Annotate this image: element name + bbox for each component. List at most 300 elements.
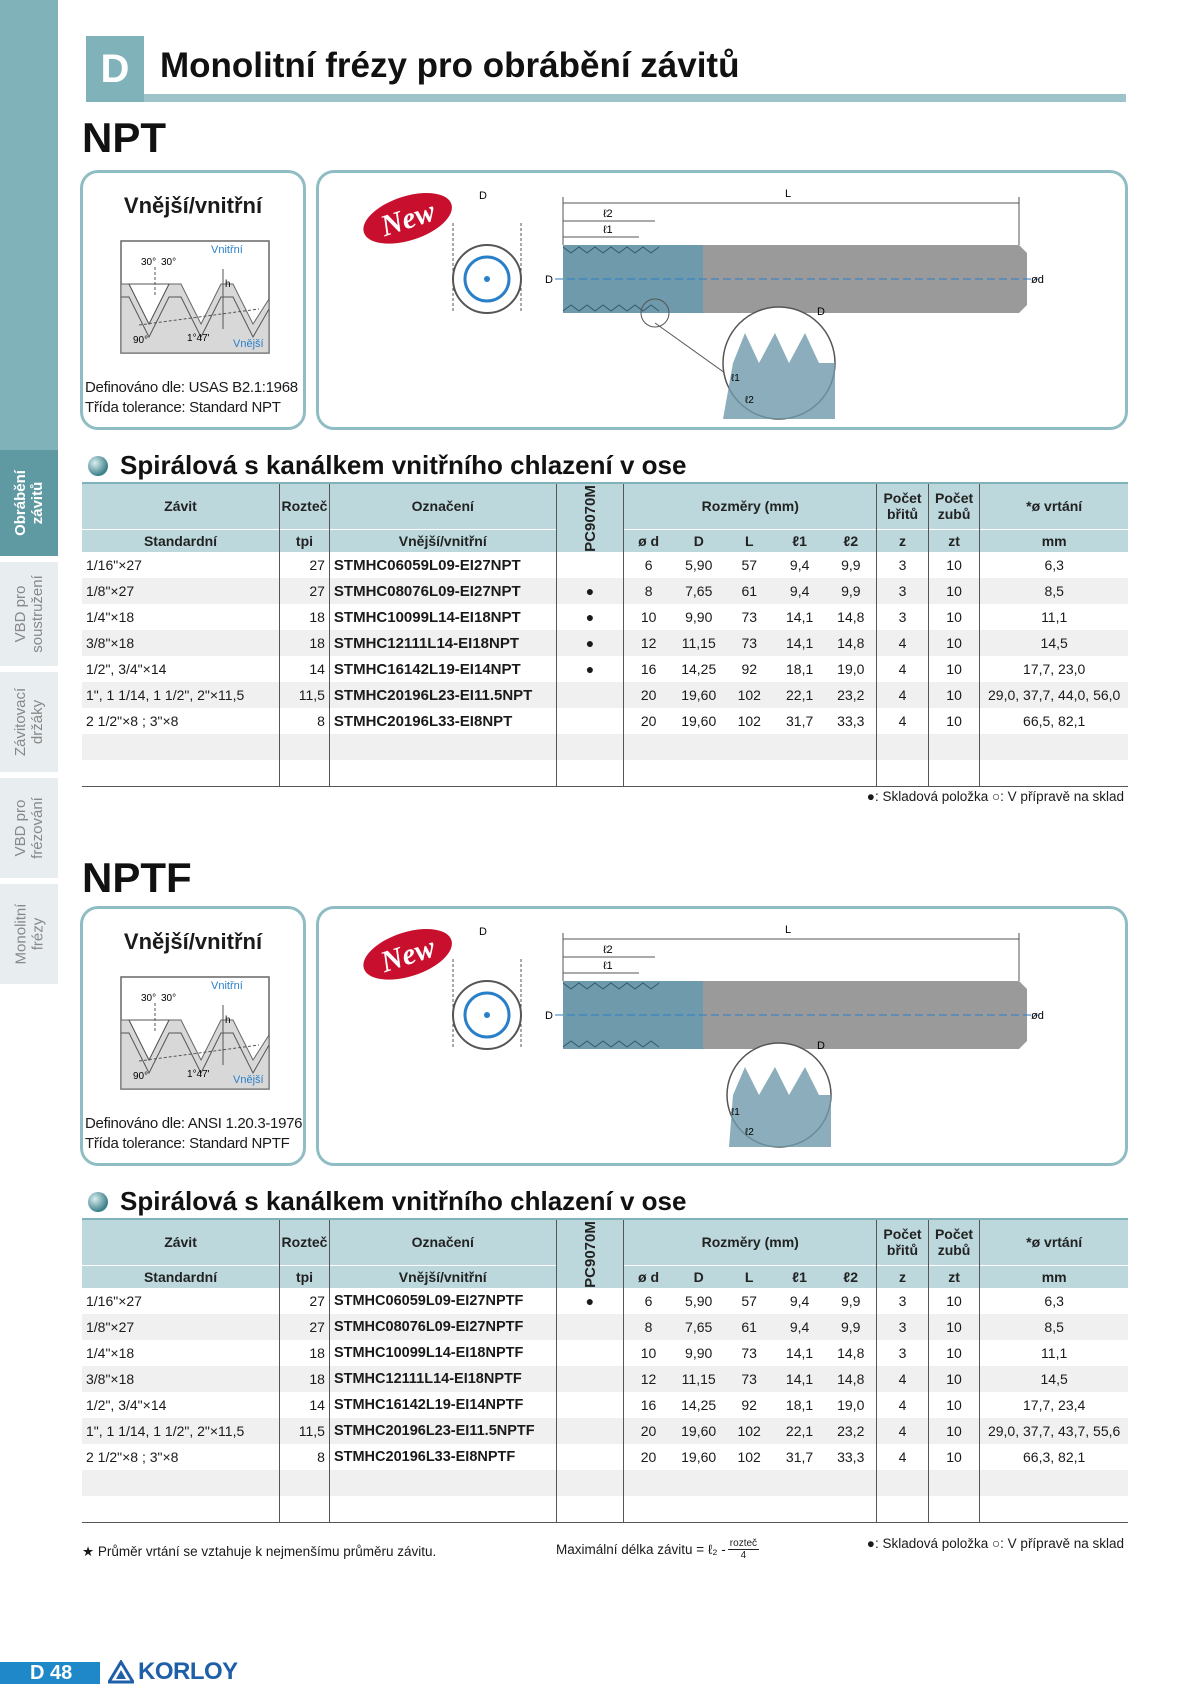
brand-logo: KORLOY <box>108 1658 238 1686</box>
dim-L: L <box>785 924 792 936</box>
cell-drill: 8,5 <box>980 578 1128 604</box>
cell-d: 20 <box>624 1418 673 1444</box>
empty-cell <box>280 734 330 760</box>
cell-L: 57 <box>741 557 758 573</box>
th-ext-int: Vnější/vnitřní <box>329 529 556 552</box>
dim-l1: ℓ1 <box>603 960 613 972</box>
cell-tpi: 18 <box>280 604 330 630</box>
cell-l1: 14,1 <box>786 609 814 625</box>
label-external: Vnější <box>233 1074 264 1086</box>
cell-L: 61 <box>725 1314 774 1340</box>
side-tab-threading[interactable]: Obrábění závitů <box>0 450 58 556</box>
detail-dim-D: D <box>817 1040 825 1052</box>
cell-L: 92 <box>741 661 758 677</box>
th-d: ø d <box>624 1265 673 1288</box>
cell-stock <box>556 1366 624 1392</box>
cell-drill: 29,0, 37,7, 44,0, 56,0 <box>980 682 1128 708</box>
cell-z: 4 <box>877 630 929 656</box>
cell-D: 5,90 <box>685 1293 713 1309</box>
cell-drill: 8,5 <box>980 1314 1128 1340</box>
empty-row <box>82 1470 1128 1496</box>
cell-l1: 22,1 <box>774 682 825 708</box>
empty-cell <box>725 1470 774 1496</box>
page-title: Monolitní frézy pro obrábění závitů <box>160 46 740 85</box>
th-grade: PC9070M <box>556 1219 624 1288</box>
empty-cell <box>673 760 725 786</box>
cell-thread: 1", 1 1/14, 1 1/2", 2"×11,5 <box>82 1418 280 1444</box>
cell-z: 4 <box>877 1418 929 1444</box>
def-box-title: Vnější/vnitřní <box>123 929 263 954</box>
tool-drawing-box-nptf <box>316 906 1128 1166</box>
cell-d: 10 <box>640 1345 657 1361</box>
empty-cell <box>825 1470 876 1496</box>
cell-drill: 14,5 <box>980 630 1128 656</box>
th-flutes: Počet břitů <box>877 483 929 529</box>
cell-stock: ● <box>556 630 624 656</box>
cell-z: 4 <box>877 656 929 682</box>
cell-L: 73 <box>741 1345 757 1361</box>
label-angle-left: 30° <box>141 257 157 268</box>
side-tab-threading-holders[interactable]: Závitovací držáky <box>0 672 58 772</box>
cell-z: 3 <box>877 1314 929 1340</box>
cell-l2: 23,2 <box>825 1418 876 1444</box>
cell-l1: 31,7 <box>786 713 814 729</box>
detail-dim-l1: ℓ1 <box>731 1107 740 1118</box>
cell-L: 61 <box>725 578 774 604</box>
empty-cell <box>825 760 876 786</box>
cell-l1: 14,1 <box>774 630 825 656</box>
cell-drill: 11,1 <box>1041 1345 1068 1361</box>
empty-cell <box>725 760 774 786</box>
empty-cell <box>329 1470 556 1496</box>
cell-tpi: 11,5 <box>280 1418 330 1444</box>
thread-profile-diagram <box>119 975 271 1091</box>
cell-stock <box>556 1444 624 1470</box>
empty-cell <box>329 760 556 786</box>
label-h: h <box>225 1015 231 1026</box>
side-strip <box>0 0 58 450</box>
cell-d: 20 <box>640 1449 657 1465</box>
cell-tpi: 11,5 <box>280 682 330 708</box>
th-ext-int: Vnější/vnitřní <box>329 1265 556 1288</box>
cell-drill: 29,0, 37,7, 43,7, 55,6 <box>980 1418 1128 1444</box>
cell-stock <box>556 1418 624 1444</box>
new-badge-label: New <box>376 930 440 979</box>
table-row <box>82 604 1128 630</box>
table-row <box>82 1418 1128 1444</box>
empty-cell <box>877 760 929 786</box>
cell-z: 4 <box>877 682 929 708</box>
empty-cell <box>877 734 929 760</box>
cell-stock: ● <box>556 1288 624 1314</box>
label-angle-right: 30° <box>161 993 177 1004</box>
cell-l2: 9,9 <box>825 1314 876 1340</box>
empty-cell <box>624 760 673 786</box>
cell-code: STMHC08076L09-EI27NPTF <box>329 1314 556 1340</box>
cell-stock: ● <box>556 604 624 630</box>
th-teeth: Počet zubů <box>928 483 980 529</box>
label-internal: Vnitřní <box>211 980 243 992</box>
cell-l1: 18,1 <box>786 661 814 677</box>
side-tab-turning-inserts[interactable]: VBD pro soustružení <box>0 562 58 666</box>
cell-D: 5,90 <box>685 557 713 573</box>
tool-drawing <box>319 909 1128 1166</box>
dim-l2: ℓ2 <box>603 208 613 220</box>
empty-cell <box>82 760 280 786</box>
empty-cell <box>980 1496 1128 1522</box>
cell-l2: 33,3 <box>825 708 876 734</box>
th-zt: zt <box>928 529 980 552</box>
cell-tpi: 18 <box>280 1340 330 1366</box>
empty-row <box>82 734 1128 760</box>
table-row <box>82 1366 1128 1392</box>
cell-stock <box>556 1340 624 1366</box>
cell-l1: 14,1 <box>785 1345 814 1361</box>
label-angle-right: 30° <box>161 257 177 268</box>
empty-cell <box>928 1496 980 1522</box>
empty-row <box>82 1496 1128 1522</box>
empty-cell <box>624 734 673 760</box>
cell-thread: 3/8"×18 <box>82 630 280 656</box>
cell-z: 3 <box>877 578 929 604</box>
cell-thread: 2 1/2"×8 ; 3"×8 <box>82 1444 280 1470</box>
cell-l1: 9,4 <box>774 1314 825 1340</box>
cell-d: 6 <box>644 1293 653 1309</box>
th-zt: zt <box>928 1265 980 1288</box>
cell-L: 102 <box>725 1418 774 1444</box>
th-D: D <box>673 529 725 552</box>
cell-zt: 10 <box>928 578 980 604</box>
cell-thread: 1/2", 3/4"×14 <box>82 656 280 682</box>
cell-l1: 9,4 <box>789 557 810 573</box>
cell-l2: 19,0 <box>825 656 876 682</box>
cell-thread: 1", 1 1/14, 1 1/2", 2"×11,5 <box>82 682 280 708</box>
cell-drill: 11,1 <box>1041 609 1068 625</box>
cell-d: 8 <box>624 1314 673 1340</box>
detail-dim-l2: ℓ2 <box>745 1127 754 1138</box>
empty-cell <box>980 1470 1128 1496</box>
cell-code: STMHC20196L23-EI11.5NPTF <box>329 1418 556 1444</box>
cell-l1: 18,1 <box>785 1397 814 1413</box>
table-row <box>82 1444 1128 1470</box>
th-l1: ℓ1 <box>774 1265 825 1288</box>
label-angle-left: 30° <box>141 993 157 1004</box>
th-standard: Standardní <box>82 529 280 552</box>
dim-D-side: D <box>545 1010 553 1022</box>
label-external: Vnější <box>233 338 264 350</box>
cell-l2: 14,8 <box>825 1366 876 1392</box>
stock-legend-nptf: ●: Skladová položka ○: V přípravě na sklad <box>866 1536 1124 1551</box>
cell-tpi: 27 <box>280 552 330 578</box>
cell-l1: 9,4 <box>774 578 825 604</box>
cell-zt: 10 <box>928 1314 980 1340</box>
th-thread: Závit <box>82 483 280 529</box>
th-thread: Závit <box>82 1219 280 1265</box>
cell-z: 4 <box>877 1366 929 1392</box>
cell-code: STMHC06059L09-EI27NPT <box>329 552 556 578</box>
th-drill: *ø vrtání <box>980 1219 1128 1265</box>
chapter-letter: D <box>86 36 144 102</box>
cell-thread: 1/8"×27 <box>82 1314 280 1340</box>
cell-stock <box>556 552 624 578</box>
cell-code: STMHC10099L14-EI18NPTF <box>329 1340 556 1366</box>
section-title-npt: NPT <box>82 114 166 161</box>
cell-zt: 10 <box>928 1288 980 1314</box>
cell-l2: 14,8 <box>825 630 876 656</box>
empty-cell <box>980 760 1128 786</box>
thread-def-box-npt <box>80 170 306 430</box>
cell-tpi: 27 <box>280 1314 330 1340</box>
cell-code: STMHC08076L09-EI27NPT <box>329 578 556 604</box>
empty-cell <box>556 734 624 760</box>
cell-code: STMHC12111L14-EI18NPT <box>329 630 556 656</box>
cell-L: 57 <box>741 1293 757 1309</box>
cell-thread: 3/8"×18 <box>82 1366 280 1392</box>
th-standard: Standardní <box>82 1265 280 1288</box>
cell-tpi: 27 <box>280 578 330 604</box>
section-title-nptf: NPTF <box>82 854 192 901</box>
dim-shank-d: ød <box>1031 1010 1044 1022</box>
cell-D: 19,60 <box>681 1449 717 1465</box>
def-standard: Definováno dle: USAS B2.1:1968 <box>85 379 298 396</box>
cell-z: 4 <box>877 1392 929 1418</box>
cell-tpi: 8 <box>280 1444 330 1470</box>
empty-cell <box>624 1496 673 1522</box>
cell-d: 16 <box>640 1397 657 1413</box>
cell-L: 102 <box>737 713 761 729</box>
label-angle-90: 90° <box>133 1071 149 1082</box>
cell-l2: 9,9 <box>825 552 876 578</box>
cell-zt: 10 <box>928 682 980 708</box>
cell-tpi: 8 <box>280 708 330 734</box>
cell-code: STMHC16142L19-EI14NPTF <box>329 1392 556 1418</box>
cell-stock <box>556 1314 624 1340</box>
table-row <box>82 630 1128 656</box>
cell-zt: 10 <box>928 656 980 682</box>
cell-l2: 14,8 <box>825 604 876 630</box>
empty-cell <box>877 1470 929 1496</box>
th-pitch: Rozteč <box>280 1219 330 1265</box>
empty-cell <box>280 1496 330 1522</box>
header-rule <box>144 94 1126 102</box>
dim-D-side: D <box>545 274 553 286</box>
empty-cell <box>556 1496 624 1522</box>
cell-l2: 9,9 <box>825 1288 876 1314</box>
cell-thread: 1/4"×18 <box>82 604 280 630</box>
cell-l1: 22,1 <box>774 1418 825 1444</box>
thread-def-box-nptf <box>80 906 306 1166</box>
def-tolerance: Třída tolerance: Standard NPT <box>85 399 281 416</box>
new-badge-label: New <box>376 194 440 243</box>
cell-thread: 2 1/2"×8 ; 3"×8 <box>82 708 280 734</box>
cell-l2: 9,9 <box>825 578 876 604</box>
table-row <box>82 1288 1128 1314</box>
empty-cell <box>280 1470 330 1496</box>
empty-cell <box>928 760 980 786</box>
cell-z: 3 <box>877 1288 929 1314</box>
th-pitch: Rozteč <box>280 483 330 529</box>
th-code: Označení <box>329 483 556 529</box>
cell-thread: 1/2", 3/4"×14 <box>82 1392 280 1418</box>
label-taper-angle: 1°47' <box>187 333 210 344</box>
cell-zt: 10 <box>928 630 980 656</box>
cell-code: STMHC20196L33-EI8NPTF <box>329 1444 556 1470</box>
side-tab-milling-inserts[interactable]: VBD pro frézování <box>0 778 58 878</box>
cell-d: 12 <box>624 1366 673 1392</box>
empty-cell <box>774 760 825 786</box>
label-internal: Vnitřní <box>211 244 243 256</box>
empty-cell <box>673 1470 725 1496</box>
table-row <box>82 578 1128 604</box>
cell-l1: 31,7 <box>785 1449 814 1465</box>
cell-D: 9,90 <box>685 609 713 625</box>
cell-zt: 10 <box>928 1392 980 1418</box>
cell-d: 20 <box>640 713 657 729</box>
empty-cell <box>82 1496 280 1522</box>
spec-table-nptf <box>82 1218 1128 1523</box>
table-row <box>82 1392 1128 1418</box>
empty-cell <box>673 1496 725 1522</box>
cell-tpi: 18 <box>280 1366 330 1392</box>
cell-z: 4 <box>877 708 929 734</box>
bullet-icon <box>88 456 108 476</box>
th-z: z <box>877 1265 929 1288</box>
def-box-title: Vnější/vnitřní <box>123 193 263 218</box>
detail-dim-l2: ℓ2 <box>745 395 754 406</box>
cell-l2: 14,8 <box>825 1340 876 1366</box>
empty-cell <box>673 734 725 760</box>
th-D: D <box>673 1265 725 1288</box>
empty-cell <box>82 1470 280 1496</box>
cell-drill: 17,7, 23,4 <box>1023 1397 1086 1413</box>
empty-cell <box>280 760 330 786</box>
detail-dim-l1: ℓ1 <box>731 373 740 384</box>
th-z: z <box>877 529 929 552</box>
label-taper-angle: 1°47' <box>187 1069 210 1080</box>
cell-d: 10 <box>640 609 657 625</box>
cell-D: 14,25 <box>681 661 717 677</box>
th-l2: ℓ2 <box>825 1265 876 1288</box>
cell-tpi: 14 <box>280 656 330 682</box>
th-teeth: Počet zubů <box>928 1219 980 1265</box>
cell-drill: 14,5 <box>980 1366 1128 1392</box>
cell-l1: 9,4 <box>789 1293 810 1309</box>
cell-zt: 10 <box>928 1366 980 1392</box>
cell-stock: ● <box>556 656 624 682</box>
label-h: h <box>225 279 231 290</box>
cell-code: STMHC10099L14-EI18NPT <box>329 604 556 630</box>
cell-drill: 17,7, 23,0 <box>1023 661 1086 677</box>
empty-cell <box>624 1470 673 1496</box>
cell-l2: 19,0 <box>825 1392 876 1418</box>
korloy-logo-icon <box>108 1660 134 1684</box>
cell-z: 4 <box>877 1444 929 1470</box>
cell-D: 19,60 <box>681 713 717 729</box>
cell-stock <box>556 682 624 708</box>
cell-d: 16 <box>640 661 657 677</box>
dim-D-end: D <box>479 926 487 938</box>
formula-fraction: $\frac{\text{rozteč}}{4}$ <box>729 1538 758 1561</box>
subheading-nptf: Spirálová s kanálkem vnitřního chlazení v ose <box>88 1186 686 1217</box>
cell-zt: 10 <box>928 1340 980 1366</box>
dim-L: L <box>785 188 792 200</box>
cell-d: 20 <box>624 682 673 708</box>
table-row <box>82 552 1128 578</box>
empty-cell <box>877 1496 929 1522</box>
cell-L: 102 <box>725 682 774 708</box>
table-row <box>82 656 1128 682</box>
footnote-drill: ★ Průměr vrtání se vztahuje k nejmenšímu průměru závitu. <box>82 1544 437 1559</box>
cell-D: 19,60 <box>673 1418 725 1444</box>
empty-cell <box>774 734 825 760</box>
stock-legend-npt: ●: Skladová položka ○: V přípravě na sklad <box>866 789 1124 804</box>
th-tpi: tpi <box>280 529 330 552</box>
table-row <box>82 1340 1128 1366</box>
bullet-icon <box>88 1192 108 1212</box>
spec-table-npt <box>82 482 1128 787</box>
dim-l1: ℓ1 <box>603 224 613 236</box>
cell-thread: 1/8"×27 <box>82 578 280 604</box>
side-tab-solid-mills[interactable]: Monolitní frézy <box>0 884 58 984</box>
cell-thread: 1/16"×27 <box>82 552 280 578</box>
th-drill: *ø vrtání <box>980 483 1128 529</box>
cell-D: 9,90 <box>685 1345 713 1361</box>
cell-D: 19,60 <box>673 682 725 708</box>
th-tpi: tpi <box>280 1265 330 1288</box>
cell-thread: 1/4"×18 <box>82 1340 280 1366</box>
cell-zt: 10 <box>928 552 980 578</box>
cell-z: 3 <box>877 552 929 578</box>
empty-cell <box>825 734 876 760</box>
cell-drill: 66,3, 82,1 <box>1023 1449 1086 1465</box>
cell-drill: 6,3 <box>1044 557 1064 573</box>
th-mm: mm <box>980 529 1128 552</box>
empty-cell <box>980 734 1128 760</box>
th-dims: Rozměry (mm) <box>624 1219 877 1265</box>
empty-cell <box>774 1470 825 1496</box>
th-grade: PC9070M <box>556 483 624 552</box>
cell-drill: 66,5, 82,1 <box>1023 713 1086 729</box>
th-dims: Rozměry (mm) <box>624 483 877 529</box>
cell-D: 7,65 <box>673 1314 725 1340</box>
empty-row <box>82 760 1128 786</box>
cell-zt: 10 <box>928 1418 980 1444</box>
empty-cell <box>928 734 980 760</box>
thread-profile-diagram <box>119 239 271 355</box>
th-d: ø d <box>624 529 673 552</box>
page-header <box>86 36 1126 102</box>
cell-D: 7,65 <box>673 578 725 604</box>
cell-l1: 14,1 <box>774 1366 825 1392</box>
cell-L: 73 <box>741 609 758 625</box>
cell-D: 11,15 <box>673 1366 725 1392</box>
cell-stock <box>556 708 624 734</box>
cell-drill: 6,3 <box>1044 1293 1064 1309</box>
cell-L: 102 <box>737 1449 761 1465</box>
dim-l2: ℓ2 <box>603 944 613 956</box>
max-thread-length-formula: Maximální délka závitu = ℓ₂ - $\frac{\text{rozteč}}{4}$ <box>556 1538 758 1561</box>
table-row <box>82 682 1128 708</box>
cell-stock <box>556 1392 624 1418</box>
cell-code: STMHC06059L09-EI27NPTF <box>329 1288 556 1314</box>
cell-zt: 10 <box>928 1444 980 1470</box>
cell-code: STMHC12111L14-EI18NPTF <box>329 1366 556 1392</box>
empty-cell <box>928 1470 980 1496</box>
tool-drawing <box>319 173 1128 430</box>
cell-L: 92 <box>741 1397 757 1413</box>
cell-d: 12 <box>624 630 673 656</box>
empty-cell <box>329 1496 556 1522</box>
